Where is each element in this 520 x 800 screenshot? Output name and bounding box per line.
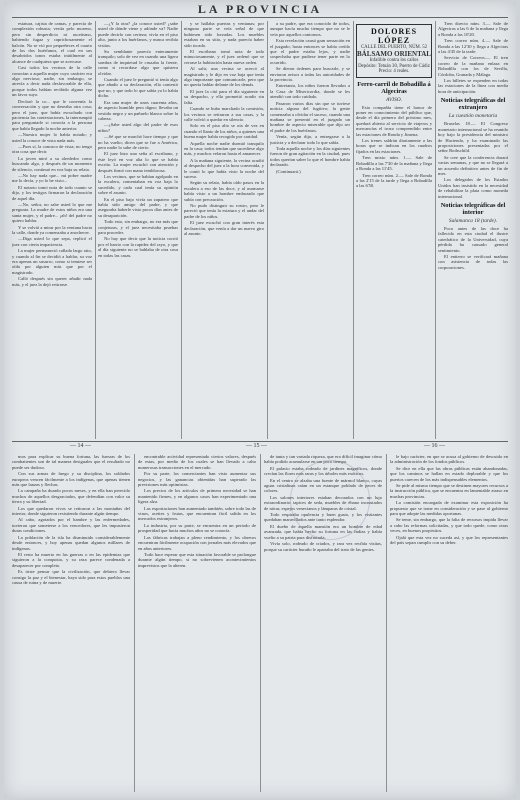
paragraph: Los vecinos, que se habían agolpado en la escalera, comentaban en voz baja lo sucedido, y cada cual tenía su opinión sobre el asunto.: [98, 173, 178, 196]
paragraph: —Pues sí, la conozco de vista; no tengo otra cosa que decir.: [12, 143, 92, 155]
top-column-3: [184, 21, 264, 439]
paragraph: —Nuestra mujer lo había notado; y usted la conoce de vista nada más.: [12, 132, 92, 143]
page-number-left: — 14 —: [70, 443, 91, 449]
top-column-1: [12, 21, 92, 439]
column-divider: [181, 21, 182, 439]
ad-title: DOLORES LÓPEZ: [370, 27, 418, 45]
column-divider: [134, 454, 135, 792]
paragraph: Se teme, sin embargo, que la falta de recursos impida llevar a cabo las reformas solicitadas, y que todo quede, como otras veces, en buenos propósitos.: [390, 517, 508, 534]
page-number-right: — 16 —: [424, 443, 445, 449]
paragraph: Las fábricas trabajan a pleno rendimiento, y los obreros encuentran fácilmente ocupación con jornales más elevados que en años anteriores.: [138, 534, 256, 551]
paragraph: Con sus armas de fuego y su disciplina, los soldados europeos vencen fácilmente a los indígenas, que apenas tienen más que lanzas y flechas.: [12, 471, 130, 488]
paragraph: Es triste pensar que la civilización, que debiera llevar consigo la paz y el bienestar, haya sido para estos pueblos una causa de ruina y de muerte.: [12, 569, 130, 585]
paragraph: —Diga usted lo que sepa, replicó el juez con cierta impaciencia.: [12, 236, 92, 247]
paragraph: Se cree que la conferencia durará varias semanas, y que no se llegará a un acuerdo definitivo antes de fin de mes.: [438, 154, 508, 176]
paragraph: Cuando se hubo marchado la comisión, los vecinos se retiraron a sus casas, y la calle volvió a quedar en silencio.: [184, 106, 264, 122]
paragraph: El resto ha muerto en las guerras o en las epidemias que siguieron a la conquista, y su raza parece condenada a desaparecer por completo.: [12, 551, 130, 568]
bottom-column-4: [390, 454, 508, 792]
paragraph: Vivía solo, rodeado de criados, y rara vez recibía visitas, porque su carácter huraño le apartaba del trato de las gentes.: [264, 541, 382, 552]
top-column-5: [356, 21, 432, 439]
column-divider: [386, 454, 387, 792]
masthead-rule: [12, 17, 508, 18]
paragraph: (Continuará.): [276, 168, 301, 174]
foreign-news-subhead: La cuestión monetaria: [448, 113, 498, 120]
paragraph: Los que quedaron vivos se retiraron a las montañas del interior, donde siguieron resistiendo durante algún tiempo.: [12, 505, 130, 517]
paragraph: La industria, por su parte, se encuentra en un periodo de prosperidad que hacía muchos años no se conocía.: [138, 522, 256, 534]
paragraph: Venía, según dijo, a entregarse a la justicia y a declarar todo lo que sabía.: [270, 134, 350, 145]
ad-address: CALLE DEL PUERTO, NÚM. 52: [360, 45, 428, 50]
domestic-news-subhead: Salamanca 18 (tarde).: [448, 217, 498, 224]
paragraph: Se pide al mismo tiempo que se destinen mayores recursos a la instrucción pública, que se encuentra en lamentable atraso en muchas provincias.: [390, 483, 508, 499]
ad-line-4: Precio: 4 reales.: [378, 69, 410, 75]
paragraph: El dueño de aquella mansión era un hombre de edad avanzada, que había hecho su fortuna en las Indias y había vuelto a su patria para disfrutarla.: [264, 523, 382, 540]
paragraph: Tren directo núm. 3.— Sale de Algeciras a las 6 de la mañana y llega a Ronda a las 10'20.: [438, 21, 508, 37]
paragraph: Los salones interiores estaban decorados con un lujo extraordinario: tapices de seda, muebles de ébano incrustados de nácar, espejos venecianos y lámparas de cristal.: [264, 494, 382, 511]
fold-rule: [12, 441, 508, 442]
paragraph: Todo respiraba opulencia y buen gusto, y los visitantes quedaban maravillados ante tanto esplendor.: [264, 512, 382, 523]
domestic-news-text: [438, 226, 508, 270]
domestic-news-heading: Noticias telegráficas del interior: [440, 201, 506, 216]
bottom-column-3: [264, 454, 382, 792]
paragraph: Entretanto, los niños fueron llevados a la Casa de Misericordia, donde se les atendió con todo cuidado.: [270, 83, 350, 100]
paragraph: —¿Y la otra? ¿la conoce usted? ¿sabe usted de dónde viene y adónde va? Nadie puede decirlo con certeza; vivía en el piso alto, junto a los huérfanos, y nunca recibía visitas.: [98, 21, 178, 48]
paragraph: —Sé que se marchó hace tiempo y que no ha vuelto; dicen que se fue a América, pero nadie lo sabe de cierto.: [98, 134, 178, 150]
advertisement-box: [356, 24, 432, 78]
paragraph: —No hay nada que... mi pobre madre me lo decía, y yo lo he visto...: [12, 172, 92, 184]
paragraph: El juez escuchó con gran interés esta declaración, que venía a dar un nuevo giro al asunto.: [184, 220, 264, 237]
paragraph: a su padre, que era conocido de todos, aunque hacía mucho tiempo que no se le veía por aquellos contornos.: [270, 21, 350, 37]
paragraph: le bajo carácter, en que se acusa al gobierno de descuido en la administración de los fondos públicos.: [390, 454, 508, 465]
paragraph: La joven miró a su alrededor como buscando algo, y después de un momento de silencio, continuó en voz baja su relato.: [12, 155, 92, 172]
paragraph: Tren correo núm. 2.— Sale de Ronda a las 2'15 de la tarde y llega a Bobadilla a las 6'50.: [356, 172, 432, 189]
schedule-text: [438, 21, 508, 94]
masthead: LA PROVINCIA: [197, 2, 323, 16]
paragraph: Los delegados de los Estados Unidos han insistido en la necesidad de rehabilitar la plata como moneda internacional.: [438, 177, 508, 199]
paragraph: Los precios de los artículos de primera necesidad se han mantenido firmes, y en algunos casos han experimentado una ligera alza.: [138, 488, 256, 505]
column-divider: [267, 21, 268, 439]
paragraph: Calló después sin querer añadir nada más, y el juez la dejó retirarse.: [12, 276, 92, 287]
paragraph: La mujer permaneció callada largo rato, y cuando al fin se decidió a hablar, su voz era apenas un susurro, como si temiese ser oída por alguien más que por el magistrado.: [12, 248, 92, 275]
paragraph: Tren mixto núm. 1.— Sale de Bobadilla a las 7'30 de la mañana y llega a Ronda a las 11'45.: [356, 155, 432, 172]
bottom-column-1: [12, 454, 130, 792]
paragraph: —No, señor, no sabe usted lo que me pregunta. La madre de estos niños era una santa mujer, y el padre... ¡ah! del padre no quiero hablar.: [12, 202, 92, 224]
paragraph: Toda aquella noche y los días siguientes fueron de gran agitación en la ciudad, pues todos querían saber lo que el hombre había declarado.: [270, 145, 350, 168]
paragraph: Servicio de Correos.— El tren correo de la mañana enlaza en Bobadilla con los de Sevilla, Córdoba, Granada y Málaga.: [438, 55, 508, 77]
paragraph: La comisión encargada de examinar esta exposición ha propuesto que se tome en consideración y se pase al gobierno para que adopte las medidas oportunas.: [390, 500, 508, 517]
paragraph: Al salir, una vecina se acercó al magistrado y le dijo en voz baja que tenía algo importante que comunicarle, pero que no quería hablar delante de los demás.: [184, 66, 264, 88]
paragraph: No hay que decir que la noticia corrió por el barrio con la rapidez del rayo, y que al día siguiente no se hablaba de otra cosa en todas las casas.: [98, 236, 178, 258]
paragraph: Poco antes de las doce ha fallecido en esta ciudad el ilustre catedrático de la Universidad, cuya pérdida ha causado general sentimiento.: [438, 225, 508, 253]
paragraph: Los trenes saldrán diariamente a las horas que se indican en los cuadros fijados en las estaciones.: [356, 138, 432, 154]
column-divider: [260, 454, 261, 792]
page-number-middle: — 15 —: [246, 443, 267, 449]
paragraph: Cuando el juez le preguntó si tenía algo que añadir a su declaración, ella contestó que no, y que todo lo que sabía ya lo había dicho.: [98, 77, 178, 99]
paragraph: Las exportaciones han aumentado también, sobre todo las de vinos, aceites y frutas, que encuentran fácil salida en los mercados extranjeros.: [138, 505, 256, 522]
top-column-6: [438, 21, 508, 439]
paragraph: No pudo distinguir su rostro, pero le pareció que tenía la estatura y el andar del padre de los niños.: [184, 203, 264, 219]
paragraph: Bruselas 18.— El Congreso monetario internacional se ha reunido hoy bajo la presidencia del ministro de Hacienda, y ha examinado las proposiciones presentadas por el señor Rothschild.: [438, 121, 508, 154]
paragraph: Todo esto, sin embargo, no era más que conjeturas, y el juez necesitaba pruebas para proceder.: [98, 219, 178, 236]
paragraph: El entierro se verificará mañana con asistencia de todas las corporaciones.: [438, 254, 508, 270]
paragraph: Casi todos los vecinos de la calle conocían a aquella mujer cuyo carácter era algo nervioso; nadie, sin embargo, se atrevía a decir nada desfavorable de ella, porque todos habían recibido alguna vez un favor suyo.: [12, 65, 92, 98]
foreign-news-text: [438, 121, 508, 199]
paragraph: estatura, cajista de camas, y parecía de complexión robusta; vestía pelo moreno, pero sin desperdicio ni ascetismo, habiendo fugaz y caprichosamente el balcón. No se vió por pequeñeces el cuarto de los dos huérfanos, el cual en sus desabridos tonos estaba inútilmente al alcance de cualquiera que se acercase.: [12, 21, 92, 64]
paragraph: El palacio estaba rodeado de jardines magníficos, donde crecían las flores más raras y los árboles más exóticos.: [264, 465, 382, 477]
ad-line-3: Depósito: Tetuán 30, Puerto de Cádiz: [358, 63, 430, 69]
paragraph: El escribano tomó nota de todo minuciosamente, y el juez ordenó que se cerrase la habitación hasta nueva orden.: [184, 49, 264, 65]
paragraph: El notario tomó nota de todo cuanto se dijo, y los testigos firmaron la declaración de aquel día.: [12, 184, 92, 201]
railway-heading: Ferro-carril de Bobadilla á Algeciras: [357, 80, 431, 95]
paragraph: mos para explicar su buena fortuna, las fuerzas de los combatientes son de tal manera desiguales que el resultado no puede ser dudoso.: [12, 454, 130, 470]
paragraph: La campaña ha durado pocos meses, y en ella han perecido muchos de aquellos desgraciados, que defendían con valor su tierra y su libertad.: [12, 488, 130, 505]
paragraph: En el piso bajo vivía un zapatero que había sido amigo del padre, y que aseguraba haberle visto pocos días antes de su desaparición.: [98, 196, 178, 218]
railway-text: [356, 105, 432, 189]
paragraph: Aquella noche nadie durmió tranquilo en la casa; todos temían que sucediese algo más, y muchos velaron hasta el amanecer.: [184, 140, 264, 157]
top-column-4: [270, 21, 350, 439]
paragraph: Los billetes se expenden en todas las estaciones de la línea con media hora de anticipación.: [438, 78, 508, 94]
paragraph: El juez hizo una seña al escribano, y éste leyó en voz alta lo que se había escrito. La mujer escuchó con atención y después firmó con mano temblorosa.: [98, 151, 178, 173]
paragraph: Tren correo núm. 4.— Sale de Ronda a las 12'30 y llega a Algeciras a las 4'45 de la tarde.: [438, 38, 508, 55]
paragraph: Su semblante parecía enteramente tranquilo; solo de vez en cuando una ligera sombra de inquietud le cruzaba la frente, como si recordase algo que quisiera olvidar.: [98, 49, 178, 76]
paragraph: y se hallaba puertas y ventanas; por ninguna parte se veía señal de que hubiesen sido forzadas. Los muebles estaban en su sitio, y nada parecía haber sido tocado.: [184, 21, 264, 48]
paragraph: Pasaron varios días sin que se tuviese noticia alguna del fugitivo; la gente comenzaba a olvidar el suceso, cuando una mañana se presentó en el juzgado un hombre de aspecto miserable que dijo ser el padre de los huérfanos.: [270, 100, 350, 133]
ad-line-2: Infalible contra los callos: [369, 58, 419, 64]
paragraph: Al cabo, agotados por el hambre y las enfermedades, tuvieron que someterse a los vencedores, que les impusieron duras condiciones.: [12, 517, 130, 534]
paragraph: Por su parte, los comerciantes han visto aumentar sus negocios, y las ganancias obtenidas han superado las previsiones más optimistas.: [138, 471, 256, 488]
paragraph: En el centro se alzaba una fuente de mármol blanco, cuyas aguas cristalinas caían en un estanque poblado de peces de colores.: [264, 477, 382, 494]
paragraph: Se dice en ella que las obras públicas están abandonadas, que los caminos se hallan en estado deplorable y que los puertos carecen de los más indispensables elementos.: [390, 465, 508, 482]
paragraph: La población de la isla ha disminuido considerablemente desde entonces, y hoy apenas quedan algunos millares de indígenas.: [12, 534, 130, 551]
paragraph: Esta revelación causó gran sensación en el juzgado; hasta entonces se había creído que el padre estaba lejos, y nadie sospechaba que pudiese tener parte en lo ocurrido.: [270, 38, 350, 65]
railway-subhead: AVISO.: [385, 96, 403, 103]
paragraph: Se dieron órdenes para buscarle, y se enviaron avisos a todas las autoridades de la provincia.: [270, 66, 350, 83]
paragraph: El juez la citó para el día siguiente en su despacho, y ella prometió acudir sin falta.: [184, 88, 264, 105]
paragraph: Y se volvió a mirar por la ventana hacia la calle, donde ya comenzaba a anochecer.: [12, 224, 92, 236]
newspaper-page: [4, 2, 516, 798]
ad-product: BÁLSAMO ORIENTAL: [357, 50, 431, 59]
paragraph: Ojalá que esta vez no suceda así, y que los representantes del país sepan cumplir con su deber.: [390, 534, 508, 546]
paragraph: Declaró la co... que le convenía la conversación y que no deseaba otra cosa; pero el juez, que había escuchado con paciencia las contestaciones, la interrumpió para preguntarle si conocía a la persona que había llegado la noche anterior.: [12, 98, 92, 131]
bottom-column-2: [138, 454, 256, 792]
paragraph: Era una mujer de unos cuarenta años, de aspecto humilde pero digno; llevaba un vestido negro y un pañuelo blanco sobre la cabeza.: [98, 99, 178, 121]
top-column-2: [98, 21, 178, 439]
paragraph: —¿Sabe usted algo del padre de esos niños?: [98, 122, 178, 133]
paragraph: de tanta y tan variada riqueza, que era difícil imaginar cómo había podido acumularse en tan poco tiempo.: [264, 454, 382, 465]
paragraph: A la mañana siguiente, la vecina acudió al despacho del juez a la hora convenida, y le contó lo que había visto la noche del suceso.: [184, 157, 264, 179]
paragraph: Esta compañía tiene el honor de poner en conocimiento del público que, desde el día primero del próximo mes, quedará abierto al servicio de viajeros y mercancías el trozo comprendido entre las estaciones de Ronda y Jimena.: [356, 104, 432, 137]
column-divider: [353, 21, 354, 439]
paragraph: Todo hace esperar que esta situación favorable se prolongue durante algún tiempo, si no sobrevienen acontecimientos imprevistos que la alteren.: [138, 551, 256, 568]
column-divider: [435, 21, 436, 439]
column-divider: [95, 21, 96, 439]
paragraph: Solo en el piso alto se oía de vez en cuando el llanto de los niños, a quienes una buena mujer había recogido por caridad.: [184, 123, 264, 140]
foreign-news-heading: Noticias telegráficas del extranjero: [440, 97, 506, 112]
paragraph: encontrable actividad representado ciertos valores, después de estas, por medio de los cuales se han llevado a cabo numerosas transacciones en el mercado.: [138, 454, 256, 470]
paragraph: Según su relato, había oído pasos en la escalera a eso de las doce, y al asomarse había visto a un hombre embozado que subía con precaución.: [184, 180, 264, 202]
